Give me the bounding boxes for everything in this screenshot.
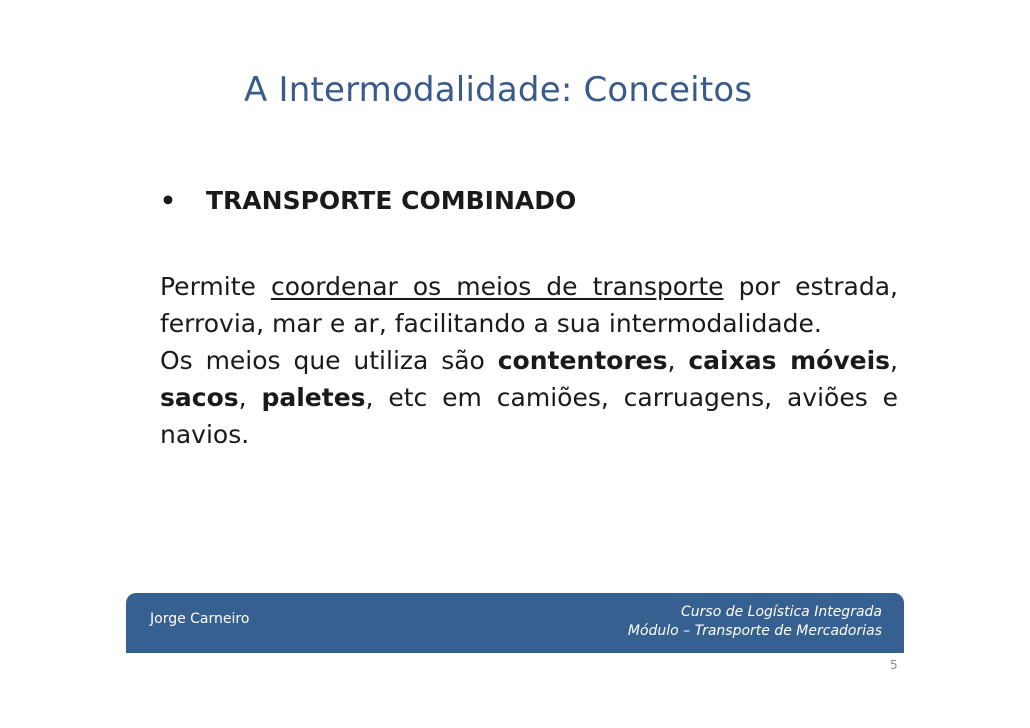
paragraph-2 [160,342,898,453]
paragraph-1 [160,268,898,342]
para2-text-2: , [667,346,689,375]
para2-bold-paletes: paletes [261,383,366,412]
footer-course [628,603,882,641]
slide-title: A Intermodalidade: Conceitos [244,70,753,110]
page-number: 5 [890,658,898,672]
bullet-heading: TRANSPORTE COMBINADO [206,186,577,215]
para2-bold-sacos: sacos [160,383,239,412]
para1-rest: por estrada, ferrovia, mar e ar, facilitando a sua intermodalidade. [160,272,899,338]
para2-text-1: Os meios que utiliza são [160,346,498,375]
bullet-icon: • [160,186,176,215]
bullet-heading-row [160,186,576,215]
footer-author: Jorge Carneiro [150,611,250,627]
para2-text-5: , etc em camiões, carruagens, aviões e navios. [160,383,898,449]
footer-course-line-1: Curso de Logística Integrada [681,604,882,620]
footer-bar [126,593,904,653]
para1-prefix: Permite [160,272,271,301]
para2-bold-contentores: contentores [497,346,668,375]
footer-course-line-2: Módulo – Transporte de Mercadorias [627,623,882,639]
para2-text-3: , [890,346,898,375]
para2-bold-caixas: caixas móveis [688,346,891,375]
para1-underlined: coordenar os meios de transporte [270,272,724,301]
body-text [160,268,898,453]
para2-text-4: , [238,383,262,412]
